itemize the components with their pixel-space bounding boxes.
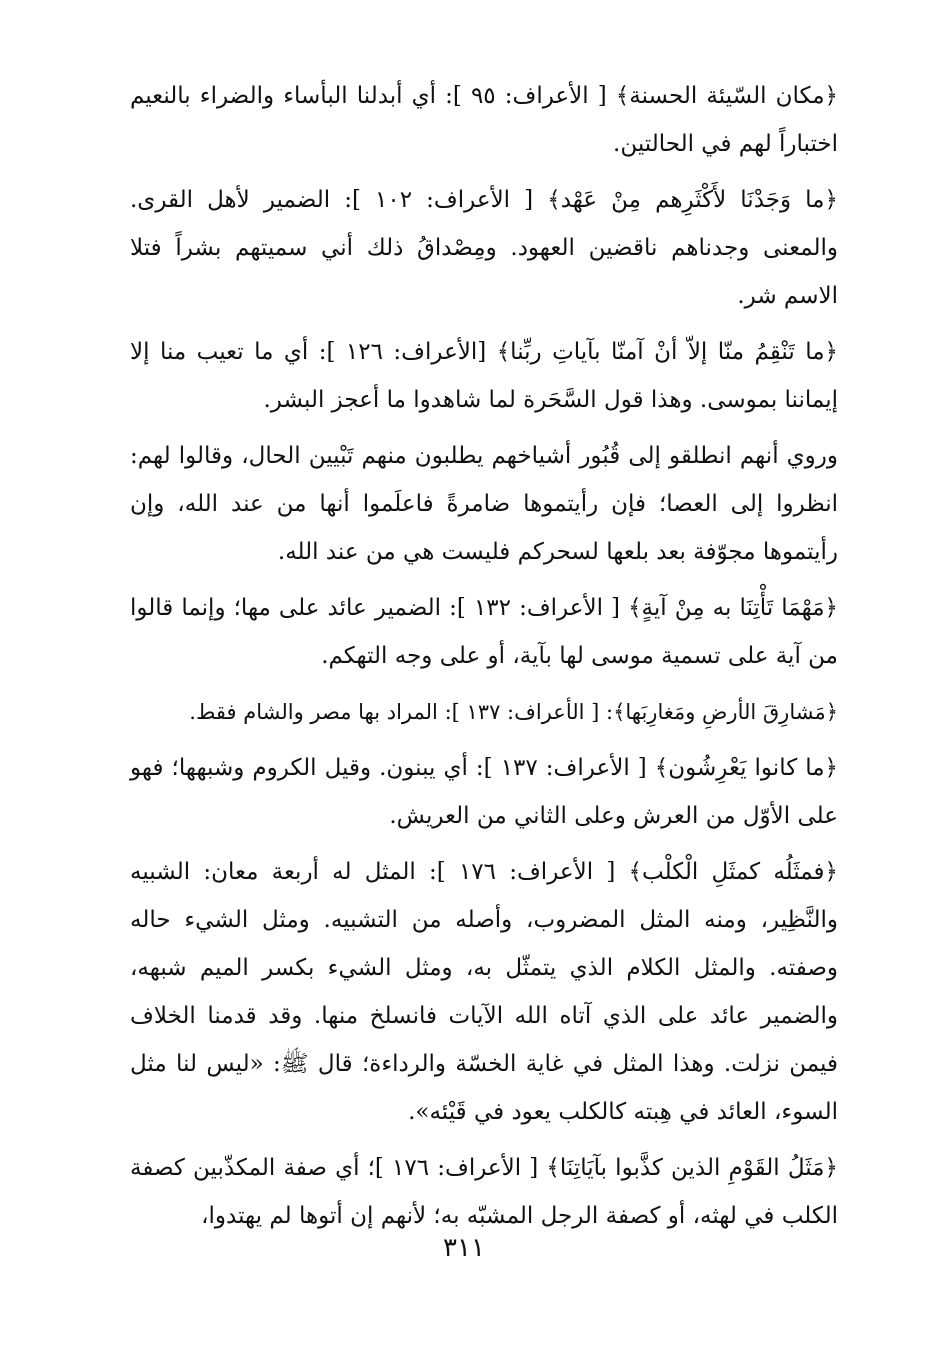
paragraph-araf-137-a: ﴿مَشارِقَ الأرضِ ومَغارِبَها﴾: [ الأعراف: ١٣٧ ]: المراد بها مصر والشام فقط. [189, 700, 838, 724]
page-body [130, 72, 838, 1248]
paragraph-araf-137-b: ﴿ما كانوا يَعْرِشُون﴾ [ الأعراف: ١٣٧ ]: أي يبنون. وقيل الكروم وشبهها؛ فهو على الأوّل من العرش وعلى الثاني من العريش. [130, 755, 838, 829]
paragraph-araf-126: ﴿ما تَنْقِمُ منّا إلاّ أنْ آمنّا بآياتِ ربِّنا﴾ [الأعراف: ١٢٦ ]: أي ما تعيب منا إلا إيماننا بموسى. وهذا قول السَّحَرة لما شاهدوا ما أعجز البشر. [130, 339, 838, 413]
paragraph-araf-176-a: ﴿فمثَلُه كمثَلِ الْكلْب﴾ [ الأعراف: ١٧٦ ]: المثل له أربعة معان: الشبيه والنَّظِير، ومنه المثل المضروب، وأصله من التشبيه. ومثل الشيء حاله وصفته. والمثل الكلام الذي يتمثّل به، ومثل الشيء بكسر الميم شبهه، والضمير عائد على الذي آتاه الله الآيات فانسلخ منها. وقد قدمنا الخلاف فيمن نزلت. وهذا المثل في غاية الخسّة والرداءة؛ قال ﷺ: «ليس لنا مثل السوء، العائد في هِبته كالكلب يعود في قَيْئه». [130, 859, 838, 1125]
paragraph-araf-176-b: ﴿مَثَلُ القَوْمِ الذين كذَّبوا بآيَاتِنَا﴾ [ الأعراف: ١٧٦ ]؛ أي صفة المكذّبين كصفة الكلب في لهثه، أو كصفة الرجل المشبّه به؛ لأنهم إن أتوها لم يهتدوا، [130, 1155, 838, 1229]
paragraph-araf-132: ﴿مَهْمَا تَأْتِنَا به مِنْ آيةٍ﴾ [ الأعراف: ١٣٢ ]: الضمير عائد على مها؛ وإنما قالوا من آية على تسمية موسى لها بآية، أو على وجه التهكم. [130, 595, 838, 669]
paragraph-araf-95: ﴿مكان السّيئة الحسنة﴾ [ الأعراف: ٩٥ ]: أي أبدلنا البأساء والضراء بالنعيم اختباراً لهم في الحالتين. [130, 83, 838, 157]
paragraph-narration: وروي أنهم انطلقو إلى قُبُور أشياخهم يطلبون منهم تَبْيين الحال، وقالوا لهم: انظروا إلى العصا؛ فإن رأيتموها ضامرةً فاعلَموا أنها من عند الله، وإن رأيتموها مجوّفة بعد بلعها لسحركم فليست هي من عند الله. [130, 443, 838, 565]
page-number: ٣١١ [443, 1233, 485, 1263]
paragraph-araf-102: ﴿ما وَجَدْنَا لأَكْثَرِهم مِنْ عَهْد﴾ [ الأعراف: ١٠٢ ]: الضمير لأهل القرى. والمعنى وجدناهم ناقضين العهود. ومِصْداقُ ذلك أني سميتهم بشراً فتلا الاسم شر. [130, 187, 838, 309]
